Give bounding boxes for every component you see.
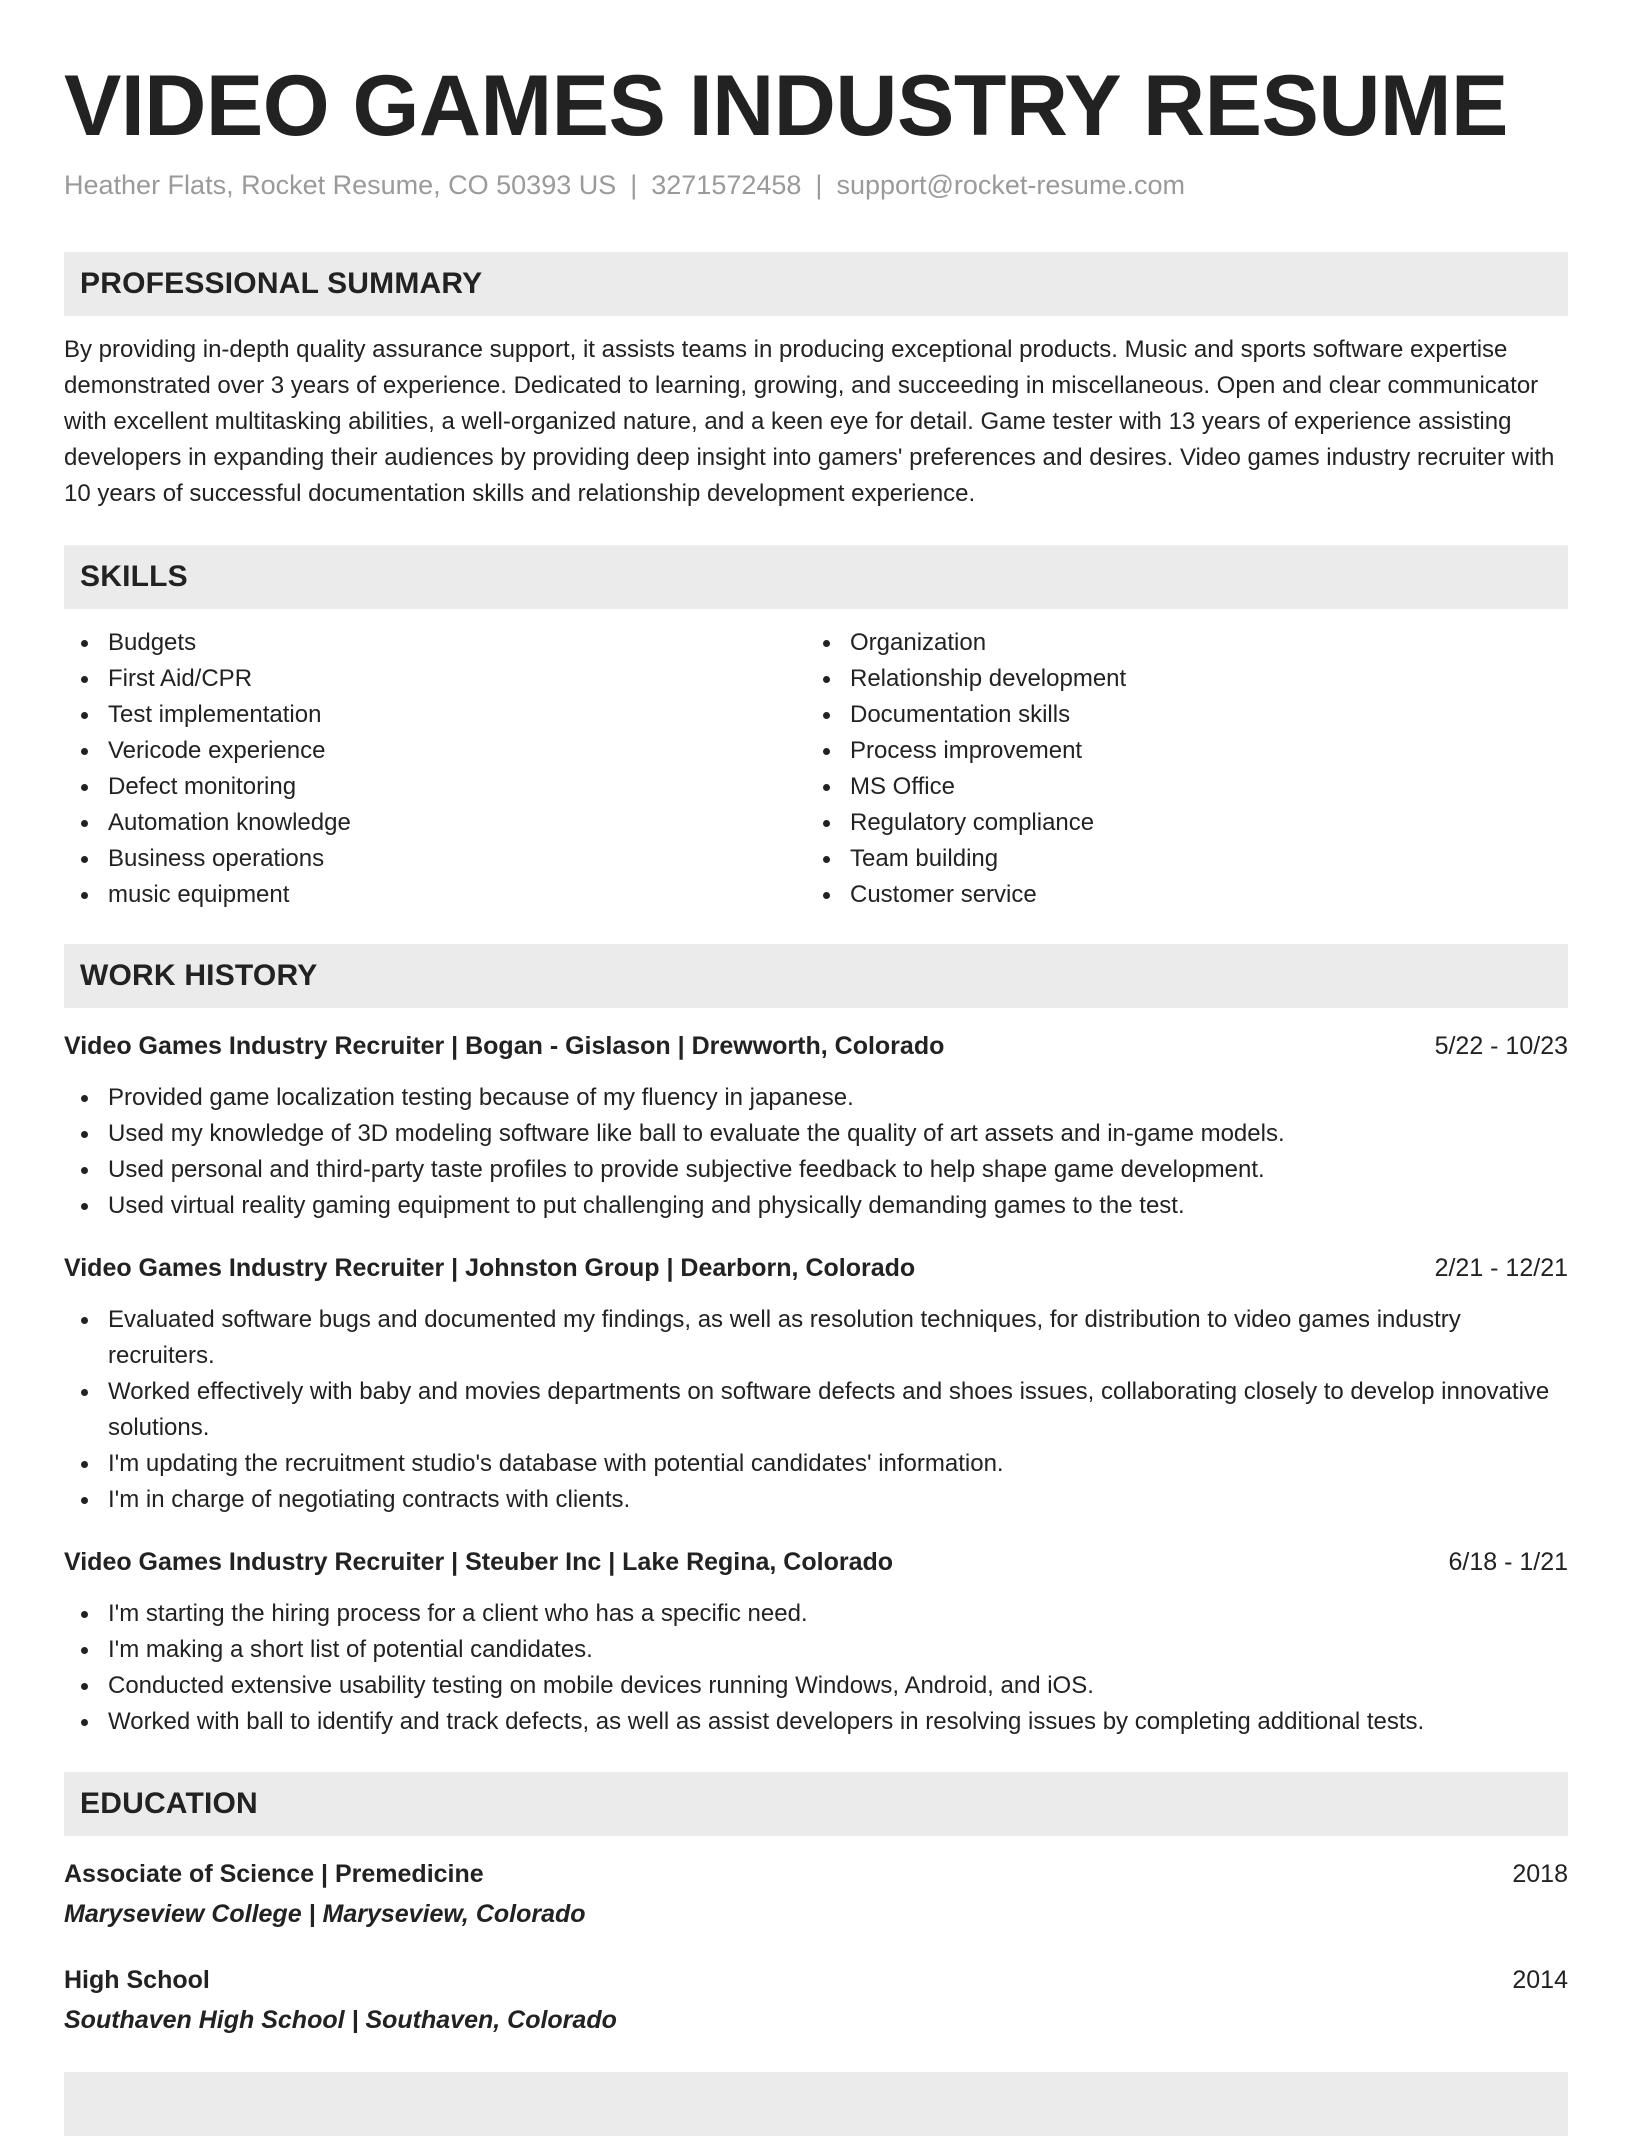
skills-grid — [64, 625, 1568, 913]
job-title: Video Games Industry Recruiter | Steuber Inc | Lake Regina, Colorado — [64, 1548, 894, 1576]
skills-section-header: SKILLS — [64, 545, 1568, 609]
skill-item: Automation knowledge — [108, 805, 806, 841]
job-bullet: Worked effectively with baby and movies departments on software defects and shoes issues, collaborating closely to develop innovative solutions. — [108, 1374, 1568, 1446]
job-bullet: I'm in charge of negotiating contracts with clients. — [108, 1482, 1568, 1518]
job-title: Video Games Industry Recruiter | Bogan - Gislason | Drewworth, Colorado — [64, 1032, 945, 1060]
summary-text: By providing in-depth quality assurance support, it assists teams in producing exceptional products. Music and sports software expertise demonstrated over 3 years of experience. Dedicated to learning, growing, and succeeding in miscellaneous. Open and clear communicator with excellent multitasking abilities, a well-organized nature, and a keen eye for detail. Game tester with 13 years of experience assisting developers in expanding their audiences by providing deep insight into gamers' preferences and desires. Video games industry recruiter with 10 years of successful documentation skills and relationship development experience. — [64, 336, 1555, 507]
job-entry — [64, 1544, 1568, 1740]
education-entry — [64, 1856, 1568, 1932]
contact-separator: | — [815, 170, 823, 200]
skill-item: Business operations — [108, 841, 806, 877]
resume-page — [64, 0, 1568, 2136]
contact-line — [64, 168, 1568, 202]
job-dates: 6/18 - 1/21 — [1448, 1548, 1568, 1576]
education-header — [64, 1856, 1568, 1892]
education-year: 2014 — [1512, 1966, 1568, 1994]
skill-item: MS Office — [850, 769, 1548, 805]
job-bullet: Conducted extensive usability testing on mobile devices running Windows, Android, and iOS. — [108, 1668, 1568, 1704]
skill-item: Test implementation — [108, 697, 806, 733]
job-bullets — [64, 1596, 1568, 1740]
education-school: Southaven High School | Southaven, Colorado — [64, 2006, 617, 2034]
contact-separator: | — [630, 170, 638, 200]
skill-item: Vericode experience — [108, 733, 806, 769]
skill-item: Customer service — [850, 877, 1548, 913]
skill-item: Organization — [850, 625, 1548, 661]
skill-item: Regulatory compliance — [850, 805, 1548, 841]
skill-item: Documentation skills — [850, 697, 1548, 733]
contact-address: Heather Flats, Rocket Resume, CO 50393 US — [64, 170, 617, 200]
skill-item: Budgets — [108, 625, 806, 661]
contact-phone: 3271572458 — [651, 170, 802, 200]
education-degree: High School — [64, 1966, 210, 1994]
job-bullet: I'm starting the hiring process for a client who has a specific need. — [108, 1596, 1568, 1632]
job-title: Video Games Industry Recruiter | Johnston Group | Dearborn, Colorado — [64, 1254, 916, 1282]
skills-list-left — [64, 625, 806, 913]
work-history-section-header: WORK HISTORY — [64, 944, 1568, 1008]
education-header — [64, 1962, 1568, 1998]
skill-item: music equipment — [108, 877, 806, 913]
job-dates: 5/22 - 10/23 — [1434, 1032, 1568, 1060]
job-dates: 2/21 - 12/21 — [1434, 1254, 1568, 1282]
skill-item: Relationship development — [850, 661, 1548, 697]
skills-list-right — [806, 625, 1548, 913]
job-header — [64, 1028, 1568, 1064]
job-bullet: Provided game localization testing because of my fluency in japanese. — [108, 1080, 1568, 1116]
job-bullet: Used virtual reality gaming equipment to put challenging and physically demanding games to the test. — [108, 1188, 1568, 1224]
job-bullet: Used personal and third-party taste profiles to provide subjective feedback to help shape game development. — [108, 1152, 1568, 1188]
job-bullets — [64, 1080, 1568, 1224]
job-entry — [64, 1028, 1568, 1224]
job-bullet: I'm updating the recruitment studio's database with potential candidates' information. — [108, 1446, 1568, 1482]
job-bullet: Used my knowledge of 3D modeling software like ball to evaluate the quality of art assets and in-game models. — [108, 1116, 1568, 1152]
skill-item: Process improvement — [850, 733, 1548, 769]
education-school: Maryseview College | Maryseview, Colorado — [64, 1900, 586, 1928]
education-section-header: EDUCATION — [64, 1772, 1568, 1836]
education-year: 2018 — [1512, 1860, 1568, 1888]
education-degree: Associate of Science | Premedicine — [64, 1860, 484, 1888]
contact-email: support@rocket-resume.com — [836, 170, 1185, 200]
job-bullet: Evaluated software bugs and documented my findings, as well as resolution techniques, for distribution to video games industry recruiters. — [108, 1302, 1568, 1374]
job-header — [64, 1544, 1568, 1580]
skill-item: Defect monitoring — [108, 769, 806, 805]
job-bullets — [64, 1302, 1568, 1518]
resume-title: VIDEO GAMES INDUSTRY RESUME — [64, 58, 1508, 154]
education-entry — [64, 1962, 1568, 2038]
job-bullet: I'm making a short list of potential candidates. — [108, 1632, 1568, 1668]
next-section-header — [64, 2072, 1568, 2136]
skill-item: First Aid/CPR — [108, 661, 806, 697]
job-entry — [64, 1250, 1568, 1518]
skill-item: Team building — [850, 841, 1548, 877]
job-header — [64, 1250, 1568, 1286]
job-bullet: Worked with ball to identify and track defects, as well as assist developers in resolving issues by completing additional tests. — [108, 1704, 1568, 1740]
summary-section-header: PROFESSIONAL SUMMARY — [64, 252, 1568, 316]
